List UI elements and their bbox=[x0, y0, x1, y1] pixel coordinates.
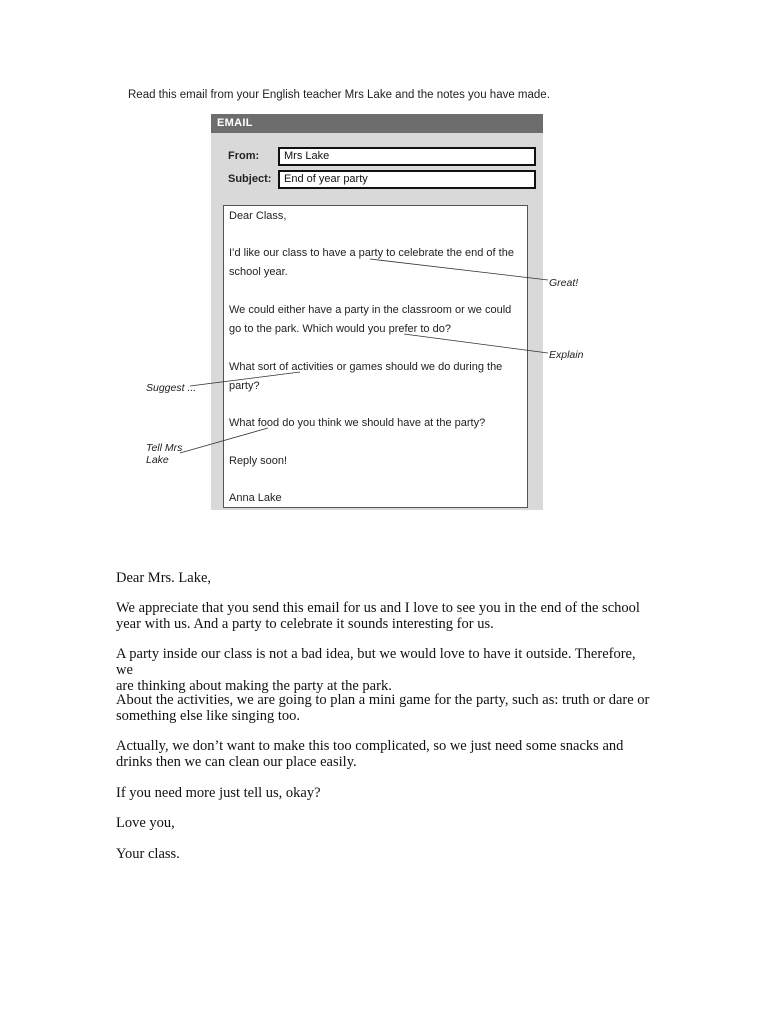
email-header: EMAIL bbox=[211, 114, 543, 133]
note-line-tell bbox=[180, 428, 268, 453]
reply-line: About the activities, we are going to plan a mini game for the party, such as: truth or dare or bbox=[116, 692, 650, 708]
body-line: party? bbox=[229, 380, 260, 392]
reply-greeting: Dear Mrs. Lake, bbox=[116, 570, 212, 586]
reply-line: Actually, we don’t want to make this too complicated, so we just need some snacks and bbox=[116, 738, 624, 754]
reply-line: A party inside our class is not a bad idea, but we would love to have it outside. Therefore, we bbox=[116, 646, 636, 678]
note-tell-line1: Tell Mrs bbox=[146, 442, 183, 454]
note-tell-line2: Lake bbox=[146, 454, 169, 466]
instruction-text: Read this email from your English teacher Mrs Lake and the notes you have made. bbox=[128, 89, 550, 101]
body-line: I’d like our class to have a party to celebrate the end of the bbox=[229, 247, 514, 259]
reply-line: We appreciate that you send this email for us and I love to see you in the end of the school bbox=[116, 600, 640, 616]
body-line: go to the park. Which would you prefer to do? bbox=[229, 323, 451, 335]
reply-closing: Love you, bbox=[116, 815, 175, 831]
body-line: What food do you think we should have at the party? bbox=[229, 417, 486, 429]
body-line: Reply soon! bbox=[229, 455, 288, 467]
note-great: Great! bbox=[549, 277, 579, 289]
body-line: Dear Class, bbox=[229, 210, 287, 222]
note-line-great bbox=[370, 259, 548, 280]
reply-paragraph-3 bbox=[116, 692, 656, 724]
subject-field: End of year party bbox=[278, 170, 536, 189]
reply-line: drinks then we can clean our place easily. bbox=[116, 754, 357, 770]
body-line: What sort of activities or games should we do during the bbox=[229, 361, 503, 373]
subject-label: Subject: bbox=[228, 173, 272, 185]
note-line-suggest bbox=[190, 372, 300, 386]
reply-line: something else like singing too. bbox=[116, 708, 301, 724]
body-line: Anna Lake bbox=[229, 492, 282, 504]
reply-line: are thinking about making the party at the park. bbox=[116, 678, 392, 694]
reply-line: year with us. And a party to celebrate it sounds interesting for us. bbox=[116, 616, 494, 632]
reply-paragraph-5: If you need more just tell us, okay? bbox=[116, 785, 321, 801]
reply-signature: Your class. bbox=[116, 846, 180, 862]
reply-paragraph-4 bbox=[116, 738, 656, 770]
reply-paragraph-2 bbox=[116, 646, 656, 694]
note-suggest: Suggest ... bbox=[146, 382, 197, 394]
reply-paragraph-1 bbox=[116, 600, 656, 632]
note-explain: Explain bbox=[549, 349, 584, 361]
from-label: From: bbox=[228, 150, 260, 162]
note-line-explain bbox=[404, 334, 548, 353]
note-tell-mrs-lake bbox=[146, 442, 182, 466]
body-line: school year. bbox=[229, 266, 288, 278]
from-field: Mrs Lake bbox=[278, 147, 536, 166]
body-line: We could either have a party in the classroom or we could bbox=[229, 304, 512, 316]
